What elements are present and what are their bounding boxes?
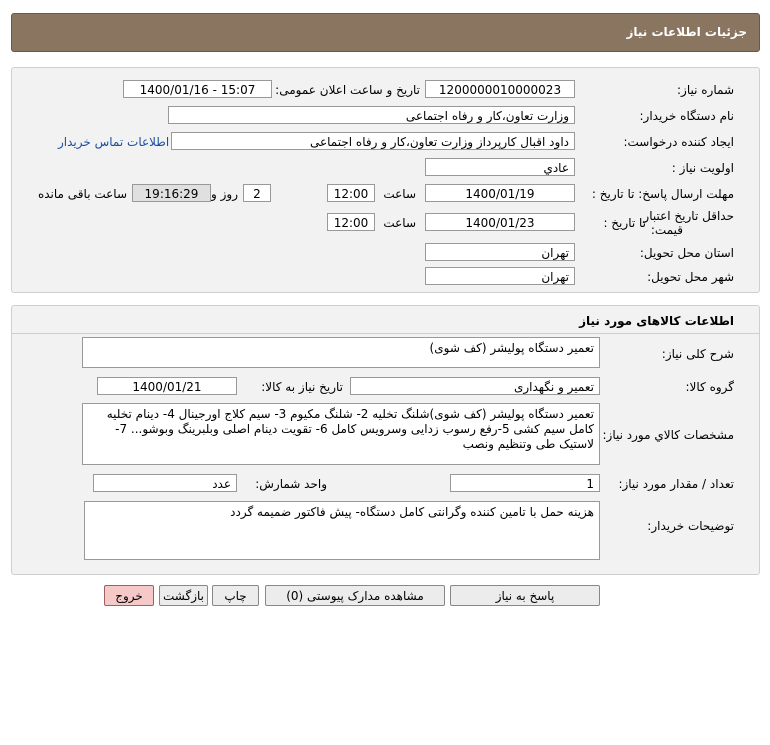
goods-group-label: گروه کالا:	[685, 380, 734, 394]
priority-label: اولویت نیاز :	[671, 161, 734, 175]
city-label: شهر محل تحویل:	[647, 270, 734, 284]
days-remaining-field: 2	[243, 184, 271, 202]
requester-label: ایجاد کننده درخواست:	[623, 135, 734, 149]
requester-field: داود اقبال کارپرداز وزارت تعاون،کار و رفاه اجتماعی	[171, 132, 575, 150]
validity-to-date-label: تا تاریخ :	[603, 216, 646, 230]
province-label: استان محل تحویل:	[639, 246, 734, 260]
reply-to-need-button[interactable]: پاسخ به نیاز	[450, 585, 600, 606]
quantity-field: 1	[450, 474, 600, 492]
price-validity-label-2: قیمت:	[650, 223, 683, 237]
back-button[interactable]: بازگشت	[159, 585, 208, 606]
buyer-org-label: نام دستگاه خریدار:	[639, 109, 734, 123]
deadline-date-field: 1400/01/19	[425, 184, 575, 202]
specs-label: مشخصات کالاي مورد نیاز:	[602, 428, 734, 442]
province-field: تهران	[425, 243, 575, 261]
exit-button[interactable]: خروج	[104, 585, 154, 606]
priority-field: عادي	[425, 158, 575, 176]
days-label: روز و	[211, 187, 238, 201]
validity-time-field: 12:00	[327, 213, 375, 231]
page-header	[11, 13, 760, 52]
buyer-contact-link[interactable]: اطلاعات تماس خریدار	[58, 135, 170, 149]
buyer-notes-field: هزینه حمل با تامین کننده وگرانتی کامل دستگاه- پیش فاکتور ضمیمه گردد	[84, 501, 600, 560]
announce-datetime-field: 1400/01/16 - 15:07	[123, 80, 272, 98]
goods-section-divider	[12, 333, 759, 334]
announce-datetime-label: تاریخ و ساعت اعلان عمومی:	[275, 83, 420, 97]
price-validity-label: حداقل تاریخ اعتبار	[643, 209, 734, 223]
goods-group-field: تعمیر و نگهداری	[350, 377, 600, 395]
buyer-org-field: وزارت تعاون،کار و رفاه اجتماعی	[168, 106, 575, 124]
buyer-notes-label: توضیحات خریدار:	[647, 519, 734, 533]
specs-field: تعمیر دستگاه پولیشر (کف شوی)شلنگ تخلیه 2- شلنگ مکیوم 3- سیم کلاج اورجینال 4- دینام تخلیه کامل سیم کشی 5-رفع رسوب زدایی وسرویس کامل 6- تقویت دینام اصلی وبلبرینگ وبوشو... 7- لاستیک طی وتنظیم ونصب	[82, 403, 600, 465]
need-number-label: شماره نیاز:	[677, 83, 734, 97]
unit-label: واحد شمارش:	[255, 477, 327, 491]
remaining-time-field: 19:16:29	[132, 184, 211, 202]
general-description-label: شرح کلی نیاز:	[661, 347, 734, 361]
validity-date-field: 1400/01/23	[425, 213, 575, 231]
need-date-field: 1400/01/21	[97, 377, 237, 395]
general-description-field: تعمیر دستگاه پولیشر (کف شوی)	[82, 337, 600, 368]
unit-field: عدد	[93, 474, 237, 492]
remaining-time-label: ساعت باقی مانده	[37, 187, 127, 201]
need-number-field: 1200000010000023	[425, 80, 575, 98]
city-field: تهران	[425, 267, 575, 285]
deadline-time-label: ساعت	[383, 187, 416, 201]
validity-time-label: ساعت	[383, 216, 416, 230]
need-date-label: تاریخ نیاز به کالا:	[261, 380, 343, 394]
print-button[interactable]: چاپ	[212, 585, 259, 606]
view-attachments-button[interactable]: مشاهده مدارک پیوستی (0)	[265, 585, 445, 606]
quantity-label: تعداد / مقدار مورد نیاز:	[618, 477, 734, 491]
page-title: جزئیات اطلاعات نیاز	[626, 25, 747, 39]
goods-section-title: اطلاعات کالاهای مورد نیاز	[579, 314, 734, 328]
deadline-label: مهلت ارسال پاسخ: تا تاریخ :	[591, 187, 734, 201]
deadline-time-field: 12:00	[327, 184, 375, 202]
